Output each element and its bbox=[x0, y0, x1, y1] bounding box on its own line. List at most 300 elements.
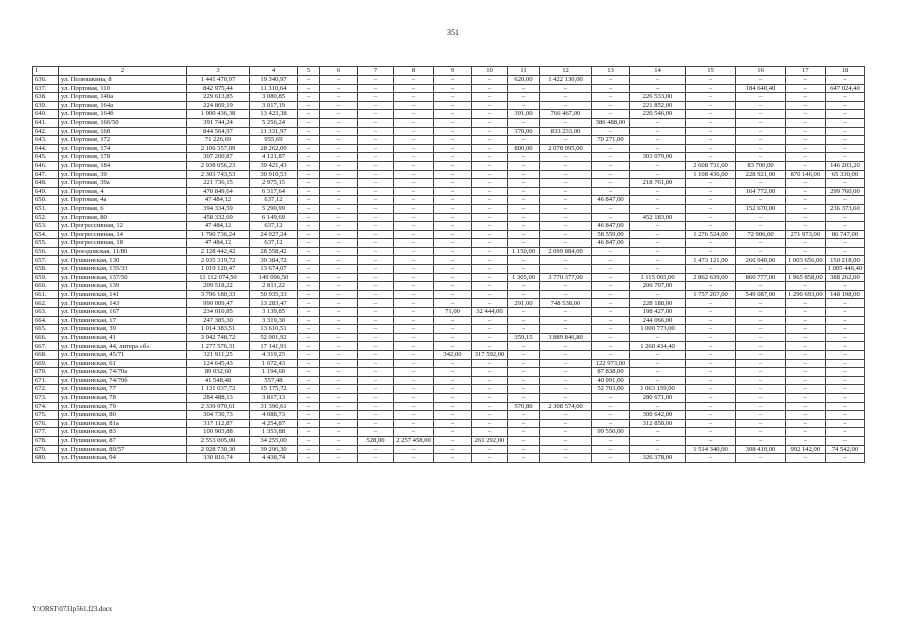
row-number-cell: 669. bbox=[33, 359, 59, 368]
value-cell: – bbox=[508, 419, 540, 428]
value-cell: – bbox=[298, 402, 320, 411]
value-cell: 300 642,00 bbox=[630, 411, 686, 420]
row-number-cell: 660. bbox=[33, 282, 59, 291]
value-cell: – bbox=[434, 127, 472, 136]
address-cell: ул. Портовая, 4 bbox=[59, 187, 187, 196]
value-cell: – bbox=[825, 428, 865, 437]
address-cell: ул. Портовая, 178 bbox=[59, 153, 187, 162]
value-cell: – bbox=[686, 325, 736, 334]
value-cell: – bbox=[394, 153, 434, 162]
table-row bbox=[33, 333, 865, 342]
value-cell: – bbox=[472, 213, 508, 222]
value-cell: – bbox=[686, 419, 736, 428]
value-cell: – bbox=[358, 282, 394, 291]
address-cell: ул. Пушкинская, 135/33 bbox=[59, 265, 187, 274]
address-cell: ул. Пушкинская, 89/57 bbox=[59, 445, 187, 454]
row-number-cell: 664. bbox=[33, 316, 59, 325]
value-cell: – bbox=[434, 419, 472, 428]
value-cell: 2 339 970,61 bbox=[187, 402, 250, 411]
value-cell: 1 672,43 bbox=[250, 359, 298, 368]
value-cell: 39 384,72 bbox=[250, 256, 298, 265]
value-cell: – bbox=[394, 299, 434, 308]
value-cell: – bbox=[540, 187, 592, 196]
value-cell: – bbox=[298, 153, 320, 162]
value-cell: – bbox=[434, 76, 472, 85]
value-cell: 1 005 446,40 bbox=[825, 265, 865, 274]
value-cell: – bbox=[472, 325, 508, 334]
value-cell: 2 106 357,09 bbox=[187, 144, 250, 153]
value-cell: 13 423,38 bbox=[250, 110, 298, 119]
value-cell: – bbox=[394, 84, 434, 93]
value-cell: – bbox=[394, 308, 434, 317]
footer-file-path: Y:\ORST\0731p561.f23.docx bbox=[32, 606, 113, 613]
value-cell: 224 869,19 bbox=[187, 101, 250, 110]
value-cell: – bbox=[320, 93, 358, 102]
value-cell: 218 761,00 bbox=[630, 179, 686, 188]
value-cell: – bbox=[472, 230, 508, 239]
value-cell: 228 921,00 bbox=[736, 170, 786, 179]
value-cell: 1 014 383,51 bbox=[187, 325, 250, 334]
value-cell: – bbox=[358, 393, 394, 402]
value-cell: – bbox=[686, 136, 736, 145]
value-cell: 4 121,87 bbox=[250, 153, 298, 162]
value-cell: 13 283,47 bbox=[250, 299, 298, 308]
value-cell: – bbox=[825, 93, 865, 102]
value-cell: – bbox=[472, 127, 508, 136]
value-cell: – bbox=[434, 445, 472, 454]
value-cell: – bbox=[472, 445, 508, 454]
value-cell: – bbox=[736, 110, 786, 119]
address-cell: ул. Пушкинская, 41 bbox=[59, 333, 187, 342]
value-cell: – bbox=[320, 402, 358, 411]
value-cell: – bbox=[472, 428, 508, 437]
value-cell: 50 935,33 bbox=[250, 290, 298, 299]
value-cell: 31 396,61 bbox=[250, 402, 298, 411]
column-header: 7 bbox=[358, 67, 394, 76]
value-cell: 39 421,43 bbox=[250, 161, 298, 170]
address-cell: ул. Портовая, 6 bbox=[59, 204, 187, 213]
value-cell: – bbox=[686, 179, 736, 188]
table-row bbox=[33, 265, 865, 274]
value-cell: 150 218,00 bbox=[825, 256, 865, 265]
value-cell: – bbox=[630, 445, 686, 454]
value-cell: – bbox=[786, 359, 826, 368]
row-number-cell: 662. bbox=[33, 299, 59, 308]
table-row bbox=[33, 359, 865, 368]
table-row bbox=[33, 179, 865, 188]
value-cell: 833 233,00 bbox=[540, 127, 592, 136]
value-cell: – bbox=[686, 368, 736, 377]
row-number-cell: 677. bbox=[33, 428, 59, 437]
address-cell: ул. Полюшкина, 8 bbox=[59, 76, 187, 85]
value-cell: – bbox=[298, 308, 320, 317]
value-cell: 1 131 037,72 bbox=[187, 385, 250, 394]
column-header: 12 bbox=[540, 67, 592, 76]
value-cell: 1 063 159,00 bbox=[630, 385, 686, 394]
value-cell: – bbox=[592, 290, 630, 299]
table-row bbox=[33, 385, 865, 394]
value-cell: – bbox=[592, 204, 630, 213]
value-cell: 1 353,88 bbox=[250, 428, 298, 437]
table-row bbox=[33, 436, 865, 445]
value-cell: – bbox=[786, 411, 826, 420]
value-cell: – bbox=[358, 256, 394, 265]
row-number-cell: 665. bbox=[33, 325, 59, 334]
value-cell: – bbox=[686, 265, 736, 274]
row-number-cell: 679. bbox=[33, 445, 59, 454]
value-cell: – bbox=[540, 445, 592, 454]
value-cell: – bbox=[472, 204, 508, 213]
value-cell: – bbox=[472, 239, 508, 248]
value-cell: – bbox=[540, 325, 592, 334]
value-cell: – bbox=[540, 196, 592, 205]
value-cell: – bbox=[736, 419, 786, 428]
value-cell: – bbox=[630, 247, 686, 256]
value-cell: 307 200,87 bbox=[187, 153, 250, 162]
value-cell: – bbox=[736, 393, 786, 402]
value-cell: – bbox=[508, 308, 540, 317]
value-cell: – bbox=[298, 187, 320, 196]
value-cell: – bbox=[540, 222, 592, 231]
value-cell: – bbox=[434, 179, 472, 188]
value-cell: – bbox=[508, 204, 540, 213]
row-number-cell: 655. bbox=[33, 239, 59, 248]
value-cell: – bbox=[320, 204, 358, 213]
value-cell: – bbox=[472, 299, 508, 308]
address-cell: ул. Пушкинская, 167 bbox=[59, 308, 187, 317]
value-cell: – bbox=[298, 161, 320, 170]
value-cell: – bbox=[508, 325, 540, 334]
value-cell: 83 700,00 bbox=[736, 161, 786, 170]
address-cell: ул. Портовая, 80 bbox=[59, 213, 187, 222]
value-cell: 1 003 656,00 bbox=[786, 256, 826, 265]
value-cell: – bbox=[630, 118, 686, 127]
row-number-cell: 650. bbox=[33, 196, 59, 205]
value-cell: – bbox=[298, 419, 320, 428]
value-cell: – bbox=[320, 76, 358, 85]
value-cell: – bbox=[298, 256, 320, 265]
value-cell: – bbox=[358, 308, 394, 317]
address-cell: ул. Пушкинская, 39 bbox=[59, 325, 187, 334]
value-cell: – bbox=[540, 385, 592, 394]
value-cell: – bbox=[686, 247, 736, 256]
value-cell: – bbox=[736, 127, 786, 136]
value-cell: – bbox=[630, 333, 686, 342]
value-cell: 4 438,74 bbox=[250, 454, 298, 463]
value-cell: 3 889 846,80 bbox=[540, 333, 592, 342]
value-cell: 452 183,00 bbox=[630, 213, 686, 222]
value-cell: – bbox=[825, 179, 865, 188]
value-cell: 2 938 056,23 bbox=[187, 161, 250, 170]
value-cell: – bbox=[358, 101, 394, 110]
value-cell: 221 852,00 bbox=[630, 101, 686, 110]
value-cell: – bbox=[394, 187, 434, 196]
value-cell: – bbox=[825, 299, 865, 308]
value-cell: – bbox=[630, 402, 686, 411]
value-cell: – bbox=[320, 428, 358, 437]
value-cell: 58 559,00 bbox=[592, 230, 630, 239]
value-cell: – bbox=[298, 368, 320, 377]
value-cell: 124 645,43 bbox=[187, 359, 250, 368]
value-cell: – bbox=[825, 153, 865, 162]
address-cell: ул. Портовая, 174 bbox=[59, 144, 187, 153]
value-cell: – bbox=[434, 273, 472, 282]
value-cell: – bbox=[592, 144, 630, 153]
value-cell: 30 910,53 bbox=[250, 170, 298, 179]
value-cell: – bbox=[472, 368, 508, 377]
value-cell: – bbox=[298, 282, 320, 291]
value-cell: – bbox=[358, 196, 394, 205]
value-cell: 2 128 442,42 bbox=[187, 247, 250, 256]
value-cell: – bbox=[592, 101, 630, 110]
value-cell: – bbox=[358, 419, 394, 428]
value-cell: – bbox=[358, 290, 394, 299]
value-cell: – bbox=[472, 342, 508, 351]
row-number-cell: 652. bbox=[33, 213, 59, 222]
value-cell: 800,00 bbox=[508, 144, 540, 153]
value-cell: – bbox=[825, 454, 865, 463]
value-cell: – bbox=[394, 196, 434, 205]
value-cell: – bbox=[298, 101, 320, 110]
value-cell: 229 613,85 bbox=[187, 93, 250, 102]
value-cell: 226 533,00 bbox=[630, 93, 686, 102]
value-cell: – bbox=[358, 136, 394, 145]
value-cell: 71 226,69 bbox=[187, 136, 250, 145]
value-cell: – bbox=[358, 316, 394, 325]
value-cell: – bbox=[686, 402, 736, 411]
value-cell: – bbox=[320, 187, 358, 196]
value-cell: – bbox=[736, 213, 786, 222]
value-cell: – bbox=[358, 342, 394, 351]
value-cell: – bbox=[320, 136, 358, 145]
value-cell: – bbox=[630, 256, 686, 265]
value-cell: 1 194,60 bbox=[250, 368, 298, 377]
address-cell: ул. Прогрессивная, 18 bbox=[59, 239, 187, 248]
row-number-cell: 670. bbox=[33, 368, 59, 377]
value-cell: 32 444,00 bbox=[472, 308, 508, 317]
value-cell: – bbox=[825, 351, 865, 360]
row-number-cell: 653. bbox=[33, 222, 59, 231]
table-row bbox=[33, 144, 865, 153]
address-cell: ул. Пушкинская, 137/50 bbox=[59, 273, 187, 282]
row-number-cell: 636. bbox=[33, 76, 59, 85]
header-row bbox=[33, 67, 865, 76]
value-cell: – bbox=[298, 359, 320, 368]
value-cell: – bbox=[825, 308, 865, 317]
row-number-cell: 672. bbox=[33, 385, 59, 394]
value-cell: – bbox=[686, 110, 736, 119]
value-cell: – bbox=[358, 445, 394, 454]
value-cell: – bbox=[686, 385, 736, 394]
row-number-cell: 645. bbox=[33, 153, 59, 162]
address-cell: ул. Портовая, 184 bbox=[59, 161, 187, 170]
value-cell: – bbox=[298, 230, 320, 239]
value-cell: 470 849,64 bbox=[187, 187, 250, 196]
value-cell: – bbox=[592, 93, 630, 102]
table-row bbox=[33, 110, 865, 119]
value-cell: – bbox=[825, 368, 865, 377]
column-header: 17 bbox=[786, 67, 826, 76]
value-cell: 299 760,00 bbox=[825, 187, 865, 196]
value-cell: – bbox=[786, 101, 826, 110]
table-row bbox=[33, 299, 865, 308]
value-cell: – bbox=[786, 436, 826, 445]
value-cell: – bbox=[592, 411, 630, 420]
value-cell: – bbox=[320, 359, 358, 368]
row-number-cell: 644. bbox=[33, 144, 59, 153]
value-cell: 1 790 736,24 bbox=[187, 230, 250, 239]
value-cell: 47 484,12 bbox=[187, 239, 250, 248]
value-cell: – bbox=[736, 333, 786, 342]
value-cell: – bbox=[320, 273, 358, 282]
value-cell: 1 000 773,00 bbox=[630, 325, 686, 334]
value-cell: – bbox=[786, 342, 826, 351]
value-cell: 557,48 bbox=[250, 376, 298, 385]
value-cell: 198 427,00 bbox=[630, 308, 686, 317]
value-cell: – bbox=[786, 368, 826, 377]
value-cell: – bbox=[298, 93, 320, 102]
value-cell: – bbox=[825, 359, 865, 368]
value-cell: – bbox=[592, 161, 630, 170]
value-cell: – bbox=[825, 101, 865, 110]
value-cell: – bbox=[298, 436, 320, 445]
value-cell: – bbox=[686, 351, 736, 360]
value-cell: – bbox=[434, 368, 472, 377]
value-cell: – bbox=[825, 118, 865, 127]
column-header: 2 bbox=[59, 67, 187, 76]
value-cell: 955,69 bbox=[250, 136, 298, 145]
value-cell: – bbox=[630, 428, 686, 437]
value-cell: – bbox=[472, 179, 508, 188]
row-number-cell: 642. bbox=[33, 127, 59, 136]
value-cell: – bbox=[320, 179, 358, 188]
value-cell: 221 736,15 bbox=[187, 179, 250, 188]
value-cell: 637,12 bbox=[250, 196, 298, 205]
value-cell: 1 108 436,00 bbox=[686, 170, 736, 179]
row-number-cell: 658. bbox=[33, 265, 59, 274]
value-cell: 99 550,00 bbox=[592, 428, 630, 437]
value-cell: – bbox=[592, 273, 630, 282]
value-cell: – bbox=[686, 393, 736, 402]
table-row bbox=[33, 101, 865, 110]
value-cell: – bbox=[686, 196, 736, 205]
value-cell: 317 112,87 bbox=[187, 419, 250, 428]
value-cell: – bbox=[508, 282, 540, 291]
value-cell: – bbox=[320, 213, 358, 222]
value-cell: 70 271,00 bbox=[592, 136, 630, 145]
value-cell: – bbox=[394, 325, 434, 334]
value-cell: 1 473 121,00 bbox=[686, 256, 736, 265]
value-cell: 3 796 180,33 bbox=[187, 290, 250, 299]
value-cell: – bbox=[298, 351, 320, 360]
value-cell: – bbox=[472, 265, 508, 274]
value-cell: – bbox=[825, 393, 865, 402]
value-cell: – bbox=[508, 454, 540, 463]
value-cell: – bbox=[358, 170, 394, 179]
value-cell: 40 991,00 bbox=[592, 376, 630, 385]
value-cell: – bbox=[320, 170, 358, 179]
table-row bbox=[33, 316, 865, 325]
value-cell: – bbox=[630, 368, 686, 377]
value-cell: – bbox=[630, 76, 686, 85]
value-cell: – bbox=[686, 411, 736, 420]
address-cell: ул. Пушкинская, 45/71 bbox=[59, 351, 187, 360]
value-cell: – bbox=[540, 351, 592, 360]
value-cell: 17 141,91 bbox=[250, 342, 298, 351]
value-cell: – bbox=[434, 402, 472, 411]
row-number-cell: 651. bbox=[33, 204, 59, 213]
value-cell: – bbox=[686, 222, 736, 231]
value-cell: – bbox=[592, 256, 630, 265]
table-row bbox=[33, 170, 865, 179]
value-cell: – bbox=[358, 76, 394, 85]
address-cell: ул. Портовая, 39 bbox=[59, 170, 187, 179]
row-number-cell: 648. bbox=[33, 179, 59, 188]
value-cell: – bbox=[394, 411, 434, 420]
value-cell: – bbox=[472, 101, 508, 110]
value-cell: – bbox=[508, 93, 540, 102]
value-cell: – bbox=[630, 136, 686, 145]
value-cell: – bbox=[358, 153, 394, 162]
value-cell: – bbox=[394, 127, 434, 136]
table-row bbox=[33, 196, 865, 205]
value-cell: – bbox=[434, 247, 472, 256]
value-cell: – bbox=[825, 333, 865, 342]
value-cell: 5 256,24 bbox=[250, 118, 298, 127]
value-cell: 5 290,99 bbox=[250, 204, 298, 213]
value-cell: – bbox=[358, 127, 394, 136]
value-cell: – bbox=[472, 170, 508, 179]
value-cell: – bbox=[736, 101, 786, 110]
value-cell: – bbox=[825, 385, 865, 394]
row-number-cell: 661. bbox=[33, 290, 59, 299]
value-cell: 6 317,64 bbox=[250, 187, 298, 196]
value-cell: 65 330,00 bbox=[825, 170, 865, 179]
value-cell: 391 744,24 bbox=[187, 118, 250, 127]
value-cell: – bbox=[786, 308, 826, 317]
value-cell: – bbox=[472, 359, 508, 368]
value-cell: – bbox=[472, 411, 508, 420]
value-cell: – bbox=[686, 376, 736, 385]
value-cell: – bbox=[686, 93, 736, 102]
value-cell: – bbox=[508, 187, 540, 196]
value-cell: – bbox=[825, 316, 865, 325]
value-cell: – bbox=[508, 196, 540, 205]
value-cell: 1 000 436,38 bbox=[187, 110, 250, 119]
row-number-cell: 663. bbox=[33, 308, 59, 317]
value-cell: – bbox=[320, 239, 358, 248]
value-cell: – bbox=[358, 187, 394, 196]
value-cell: 271 973,00 bbox=[786, 230, 826, 239]
value-cell: – bbox=[358, 265, 394, 274]
value-cell: 11 331,97 bbox=[250, 127, 298, 136]
value-cell: – bbox=[786, 93, 826, 102]
value-cell: – bbox=[394, 110, 434, 119]
value-cell: – bbox=[298, 385, 320, 394]
value-cell: 3 770 377,00 bbox=[540, 273, 592, 282]
value-cell: – bbox=[508, 436, 540, 445]
value-cell: – bbox=[394, 419, 434, 428]
data-table bbox=[32, 66, 865, 463]
value-cell: – bbox=[786, 333, 826, 342]
value-cell: – bbox=[508, 213, 540, 222]
table-row bbox=[33, 376, 865, 385]
value-cell: 620,00 bbox=[508, 76, 540, 85]
value-cell: 72 906,00 bbox=[736, 230, 786, 239]
value-cell: – bbox=[825, 247, 865, 256]
value-cell: – bbox=[298, 127, 320, 136]
value-cell: 2 862 639,00 bbox=[686, 273, 736, 282]
